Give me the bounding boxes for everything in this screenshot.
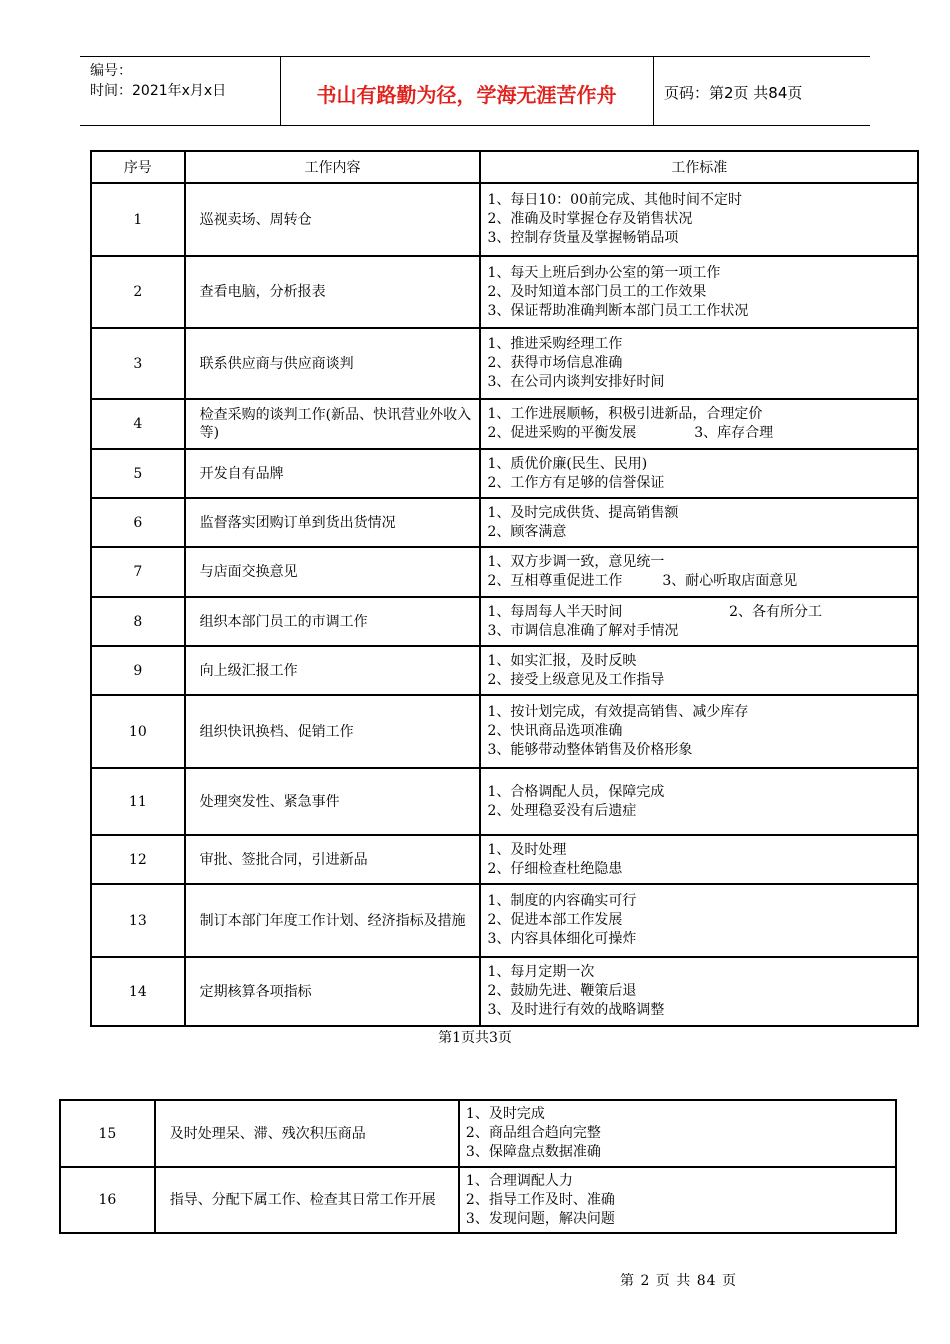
standard-item: 3、发现问题，解决问题 [465, 1210, 615, 1227]
standard-item: 3、内容具体细化可操炸 [487, 931, 637, 947]
work-standard [480, 183, 918, 256]
standard-item: 2、促进本部工作发展 [487, 912, 623, 928]
work-content: 定期核算各项指标 [185, 957, 481, 1026]
table-row [91, 646, 918, 695]
column-header-no: 序号 [91, 151, 185, 183]
work-standard [459, 1167, 896, 1233]
table-row [91, 183, 918, 256]
row-number: 1 [91, 183, 185, 256]
header-divider [653, 57, 654, 125]
work-standard [480, 957, 918, 1026]
standard-item: 3、能够带动整体销售及价格形象 [487, 742, 693, 758]
standard-item: 2、仔细检查杜绝隐患 [487, 860, 623, 877]
work-standard [480, 498, 918, 547]
row-number: 12 [91, 835, 185, 884]
standard-item: 2、及时知道本部门员工的工作效果 [487, 283, 707, 300]
document-header [80, 56, 870, 126]
standard-item: 2、准确及时掌握仓存及销售状况 [487, 211, 693, 227]
standard-item: 1、如实汇报，及时反映 [487, 652, 637, 669]
work-standard [480, 884, 918, 957]
work-content: 组织快讯换档、促销工作 [185, 695, 481, 768]
row-number: 9 [91, 646, 185, 695]
standard-item: 1、按计划完成，有效提高销售、减少库存 [487, 704, 749, 720]
row-number: 3 [91, 328, 185, 399]
standard-item: 3、市调信息准确了解对手情况 [487, 622, 679, 639]
work-content: 制订本部门年度工作计划、经济指标及措施 [185, 884, 481, 957]
work-content: 巡视卖场、周转仓 [185, 183, 481, 256]
work-content: 及时处理呆、滞、残次积压商品 [155, 1100, 459, 1167]
work-standards-table-continued [59, 1099, 897, 1234]
standard-item: 1、合格调配人员，保障完成 [487, 783, 665, 800]
header-page-info: 页码：第2页 共84页 [664, 84, 803, 102]
standard-item: 2、快讯商品选项准确 [487, 723, 623, 739]
work-standard [480, 547, 918, 597]
standard-item: 2、互相尊重促进工作 3、耐心听取店面意见 [487, 573, 798, 589]
standard-item: 1、及时完成供货、提高销售额 [487, 504, 679, 521]
standard-item: 2、指导工作及时、准确 [465, 1191, 615, 1208]
table-row [91, 884, 918, 957]
standard-item: 2、获得市场信息准确 [487, 355, 623, 371]
table-row [91, 328, 918, 399]
table-row [91, 835, 918, 884]
work-standard [480, 399, 918, 449]
table-row [91, 449, 918, 498]
standard-item: 1、及时完成 [465, 1106, 545, 1122]
table-row [91, 547, 918, 597]
standard-item: 1、每日10：00前完成、其他时间不定时 [487, 192, 742, 208]
header-slogan: 书山有路勤为径，学海无涯苦作舟 [316, 83, 617, 107]
standard-item: 3、保证帮助准确判断本部门员工工作状况 [487, 302, 749, 319]
table-row [91, 768, 918, 835]
table-row [91, 256, 918, 328]
table-row [60, 1100, 896, 1167]
row-number: 7 [91, 547, 185, 597]
standard-item: 1、推进采购经理工作 [487, 336, 623, 352]
table-row [91, 399, 918, 449]
table-body [60, 1100, 896, 1233]
code-label: 编号： [90, 63, 132, 79]
work-standard [480, 256, 918, 328]
standard-item: 2、处理稳妥没有后遗症 [487, 802, 637, 819]
standard-item: 3、保障盘点数据准确 [465, 1144, 601, 1160]
table-body [91, 183, 918, 1026]
standard-item: 1、每周每人半天时间 2、各有所分工 [487, 603, 823, 620]
row-number: 8 [91, 597, 185, 646]
standard-item: 2、工作方有足够的信誉保证 [487, 474, 665, 491]
standard-item: 3、在公司内谈判安排好时间 [487, 374, 665, 390]
work-content: 查看电脑，分析报表 [185, 256, 481, 328]
table-row [91, 498, 918, 547]
standard-item: 1、及时处理 [487, 841, 567, 858]
time-label: 时间：2021年x月x日 [90, 83, 227, 99]
row-number: 16 [60, 1167, 155, 1233]
standard-item: 1、制度的内容确实可行 [487, 893, 637, 909]
standard-item: 3、及时进行有效的战略调整 [487, 1002, 665, 1018]
work-content: 组织本部门员工的市调工作 [185, 597, 481, 646]
table-row [60, 1167, 896, 1233]
row-number: 5 [91, 449, 185, 498]
table-row [91, 695, 918, 768]
row-number: 10 [91, 695, 185, 768]
header-meta [90, 61, 226, 101]
standard-item: 2、鼓励先进、鞭策后退 [487, 983, 637, 999]
page-footer: 第 2 页 共 84 页 [620, 1273, 737, 1289]
standard-item: 3、控制存货量及掌握畅销品项 [487, 230, 679, 246]
work-content: 监督落实团购订单到货出货情况 [185, 498, 481, 547]
column-header-content: 工作内容 [185, 151, 481, 183]
table-header-row [91, 151, 918, 183]
row-number: 6 [91, 498, 185, 547]
work-content: 开发自有品牌 [185, 449, 481, 498]
standard-item: 2、促进采购的平衡发展 3、库存合理 [487, 425, 774, 441]
work-standard [480, 835, 918, 884]
page-mark: 第1页共3页 [438, 1030, 512, 1046]
table-row [91, 597, 918, 646]
row-number: 2 [91, 256, 185, 328]
work-standard [480, 597, 918, 646]
standard-item: 1、合理调配人力 [465, 1172, 573, 1189]
standard-item: 1、每天上班后到办公室的第一项工作 [487, 264, 721, 281]
standard-item: 1、双方步调一致，意见统一 [487, 554, 665, 570]
work-standard [480, 449, 918, 498]
column-header-standard: 工作标准 [480, 151, 918, 183]
standard-item: 1、工作进展顺畅，积极引进新品，合理定价 [487, 406, 763, 422]
row-number: 13 [91, 884, 185, 957]
row-number: 4 [91, 399, 185, 449]
work-content: 检查采购的谈判工作(新品、快讯营业外收入等) [185, 399, 481, 449]
work-content: 向上级汇报工作 [185, 646, 481, 695]
standard-item: 1、质优价廉(民生、民用) [487, 455, 648, 472]
standard-item: 1、每月定期一次 [487, 964, 595, 980]
standard-item: 2、商品组合趋向完整 [465, 1125, 601, 1141]
table-row [91, 957, 918, 1026]
work-standards-table [90, 150, 919, 1027]
work-content: 指导、分配下属工作、检查其日常工作开展 [155, 1167, 459, 1233]
row-number: 14 [91, 957, 185, 1026]
work-standard [480, 695, 918, 768]
standard-item: 2、接受上级意见及工作指导 [487, 671, 665, 688]
row-number: 11 [91, 768, 185, 835]
standard-item: 2、顾客满意 [487, 523, 567, 540]
work-content: 审批、签批合同，引进新品 [185, 835, 481, 884]
row-number: 15 [60, 1100, 155, 1167]
work-standard [459, 1100, 896, 1167]
work-content: 与店面交换意见 [185, 547, 481, 597]
work-standard [480, 646, 918, 695]
work-standard [480, 768, 918, 835]
work-content: 处理突发性、紧急事件 [185, 768, 481, 835]
work-content: 联系供应商与供应商谈判 [185, 328, 481, 399]
work-standard [480, 328, 918, 399]
